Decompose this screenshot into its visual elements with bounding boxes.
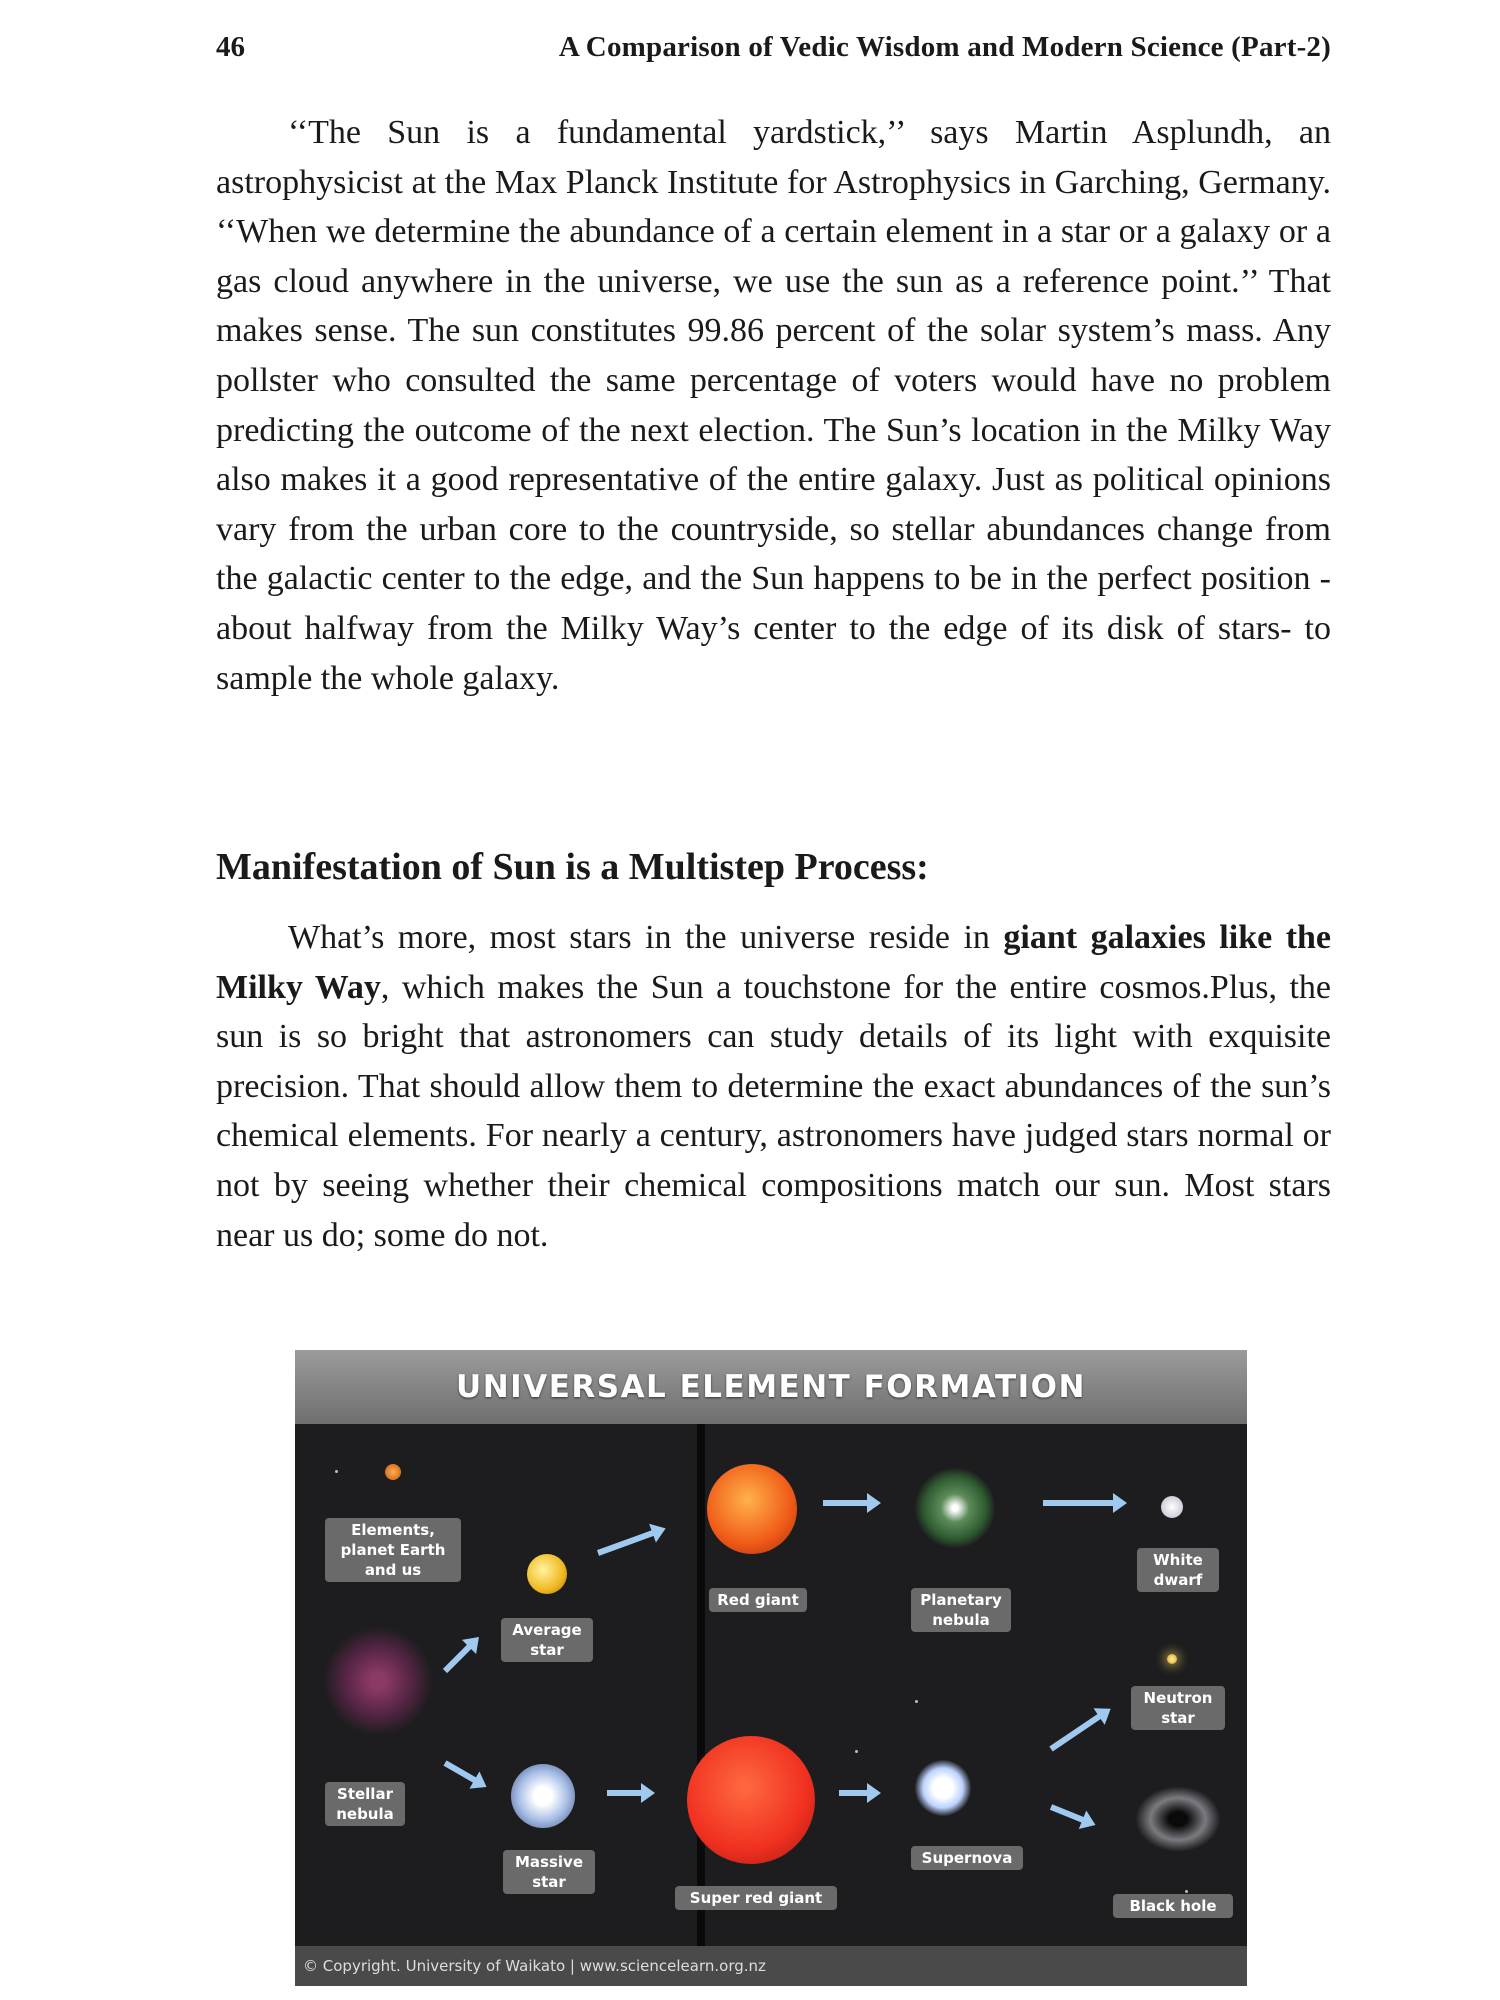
paragraph-text: ‘‘The Sun is a fundamental yardstick,’’ says Martin Asplundh, an astrophysicist at the Max Planck Institute for Astrophysics in Garching, Germany. ‘‘When we determine the abundance of a certain element in a star or a galaxy or a gas cloud anywhere in the universe, we use the sun as a reference point.’’ That makes sense. The sun constitutes 99.86 percent of the solar system’s mass. Any pollster who consulted the same percentage of voters would have no problem predicting the outcome of the next election. The Sun’s location in the Milky Way also makes it a good representative of the entire galaxy. Just as political opinions vary from the urban core to the countryside, so stellar abundances change from the galactic center to the edge, and the Sun happens to be in the perfect position - about halfway from the Milky Way’s center to the edge of its disk of stars- to sample the whole galaxy. xyxy=(216,114,1331,697)
red-giant-icon xyxy=(707,1464,797,1554)
average-star-icon xyxy=(527,1554,567,1594)
label-stellar-nebula: Stellar nebula xyxy=(325,1782,405,1826)
arrow-icon xyxy=(823,1500,869,1506)
star-dot xyxy=(335,1470,338,1473)
star-dot xyxy=(855,1750,858,1753)
star-dot xyxy=(915,1700,918,1703)
arrow-icon xyxy=(1050,1804,1086,1823)
arrow-icon xyxy=(607,1790,643,1796)
label-elements: Elements, planet Earth and us xyxy=(325,1518,461,1582)
supernova-icon xyxy=(915,1760,971,1816)
label-super-red-giant: Super red giant xyxy=(675,1886,837,1910)
label-massive-star: Massive star xyxy=(503,1850,595,1894)
planet-earth-icon xyxy=(385,1464,401,1480)
page-header xyxy=(216,22,1331,72)
massive-star-icon xyxy=(511,1764,575,1828)
label-neutron-star: Neutron star xyxy=(1131,1686,1225,1730)
body-paragraph-1 xyxy=(216,108,1331,703)
planetary-nebula-icon xyxy=(915,1468,995,1548)
super-red-giant-icon xyxy=(687,1736,815,1864)
white-dwarf-icon xyxy=(1161,1496,1183,1518)
label-planetary-nebula: Planetary nebula xyxy=(911,1588,1011,1632)
arrow-icon xyxy=(444,1760,478,1783)
page-number: 46 xyxy=(216,30,245,63)
element-formation-infographic xyxy=(295,1350,1247,1986)
paragraph-text-start: What’s more, most stars in the universe reside in xyxy=(288,919,1004,956)
figure-title: UNIVERSAL ELEMENT FORMATION xyxy=(456,1369,1086,1405)
arrow-icon xyxy=(1049,1713,1102,1752)
neutron-star-icon xyxy=(1167,1654,1177,1664)
running-title: A Comparison of Vedic Wisdom and Modern Science (Part-2) xyxy=(558,30,1331,63)
label-red-giant: Red giant xyxy=(709,1588,807,1612)
arrow-icon xyxy=(1043,1500,1115,1506)
paragraph-text-end: , which makes the Sun a touchstone for the entire cosmos.Plus, the sun is so bright that astronomers can study details of its light with exquisite precision. That should allow them to determine the exact abundances of the sun’s chemical elements. For nearly a century, astronomers have judged stars normal or not by seeing whether their chemical compositions match our sun. Most stars near us do; some do not. xyxy=(216,968,1331,1254)
figure-copyright: © Copyright. University of Waikato | www.sciencelearn.org.nz xyxy=(295,1946,1247,1986)
arrow-icon xyxy=(839,1790,869,1796)
paragraph-text xyxy=(216,913,1331,1260)
label-supernova: Supernova xyxy=(911,1846,1023,1870)
star-dot xyxy=(1185,1890,1188,1893)
arrow-icon xyxy=(443,1643,473,1673)
label-black-hole: Black hole xyxy=(1113,1894,1233,1918)
figure-title-bar xyxy=(295,1350,1247,1424)
paragraph-bold-phrase: giant galaxies like the Milky Way xyxy=(216,919,1332,1006)
black-hole-icon xyxy=(1135,1786,1221,1852)
body-paragraph-2 xyxy=(216,913,1331,1260)
stellar-nebula-icon xyxy=(323,1626,433,1736)
label-white-dwarf: White dwarf xyxy=(1137,1548,1219,1592)
label-average-star: Average star xyxy=(501,1618,593,1662)
arrow-icon xyxy=(597,1530,655,1556)
section-heading: Manifestation of Sun is a Multistep Process: xyxy=(216,846,929,888)
